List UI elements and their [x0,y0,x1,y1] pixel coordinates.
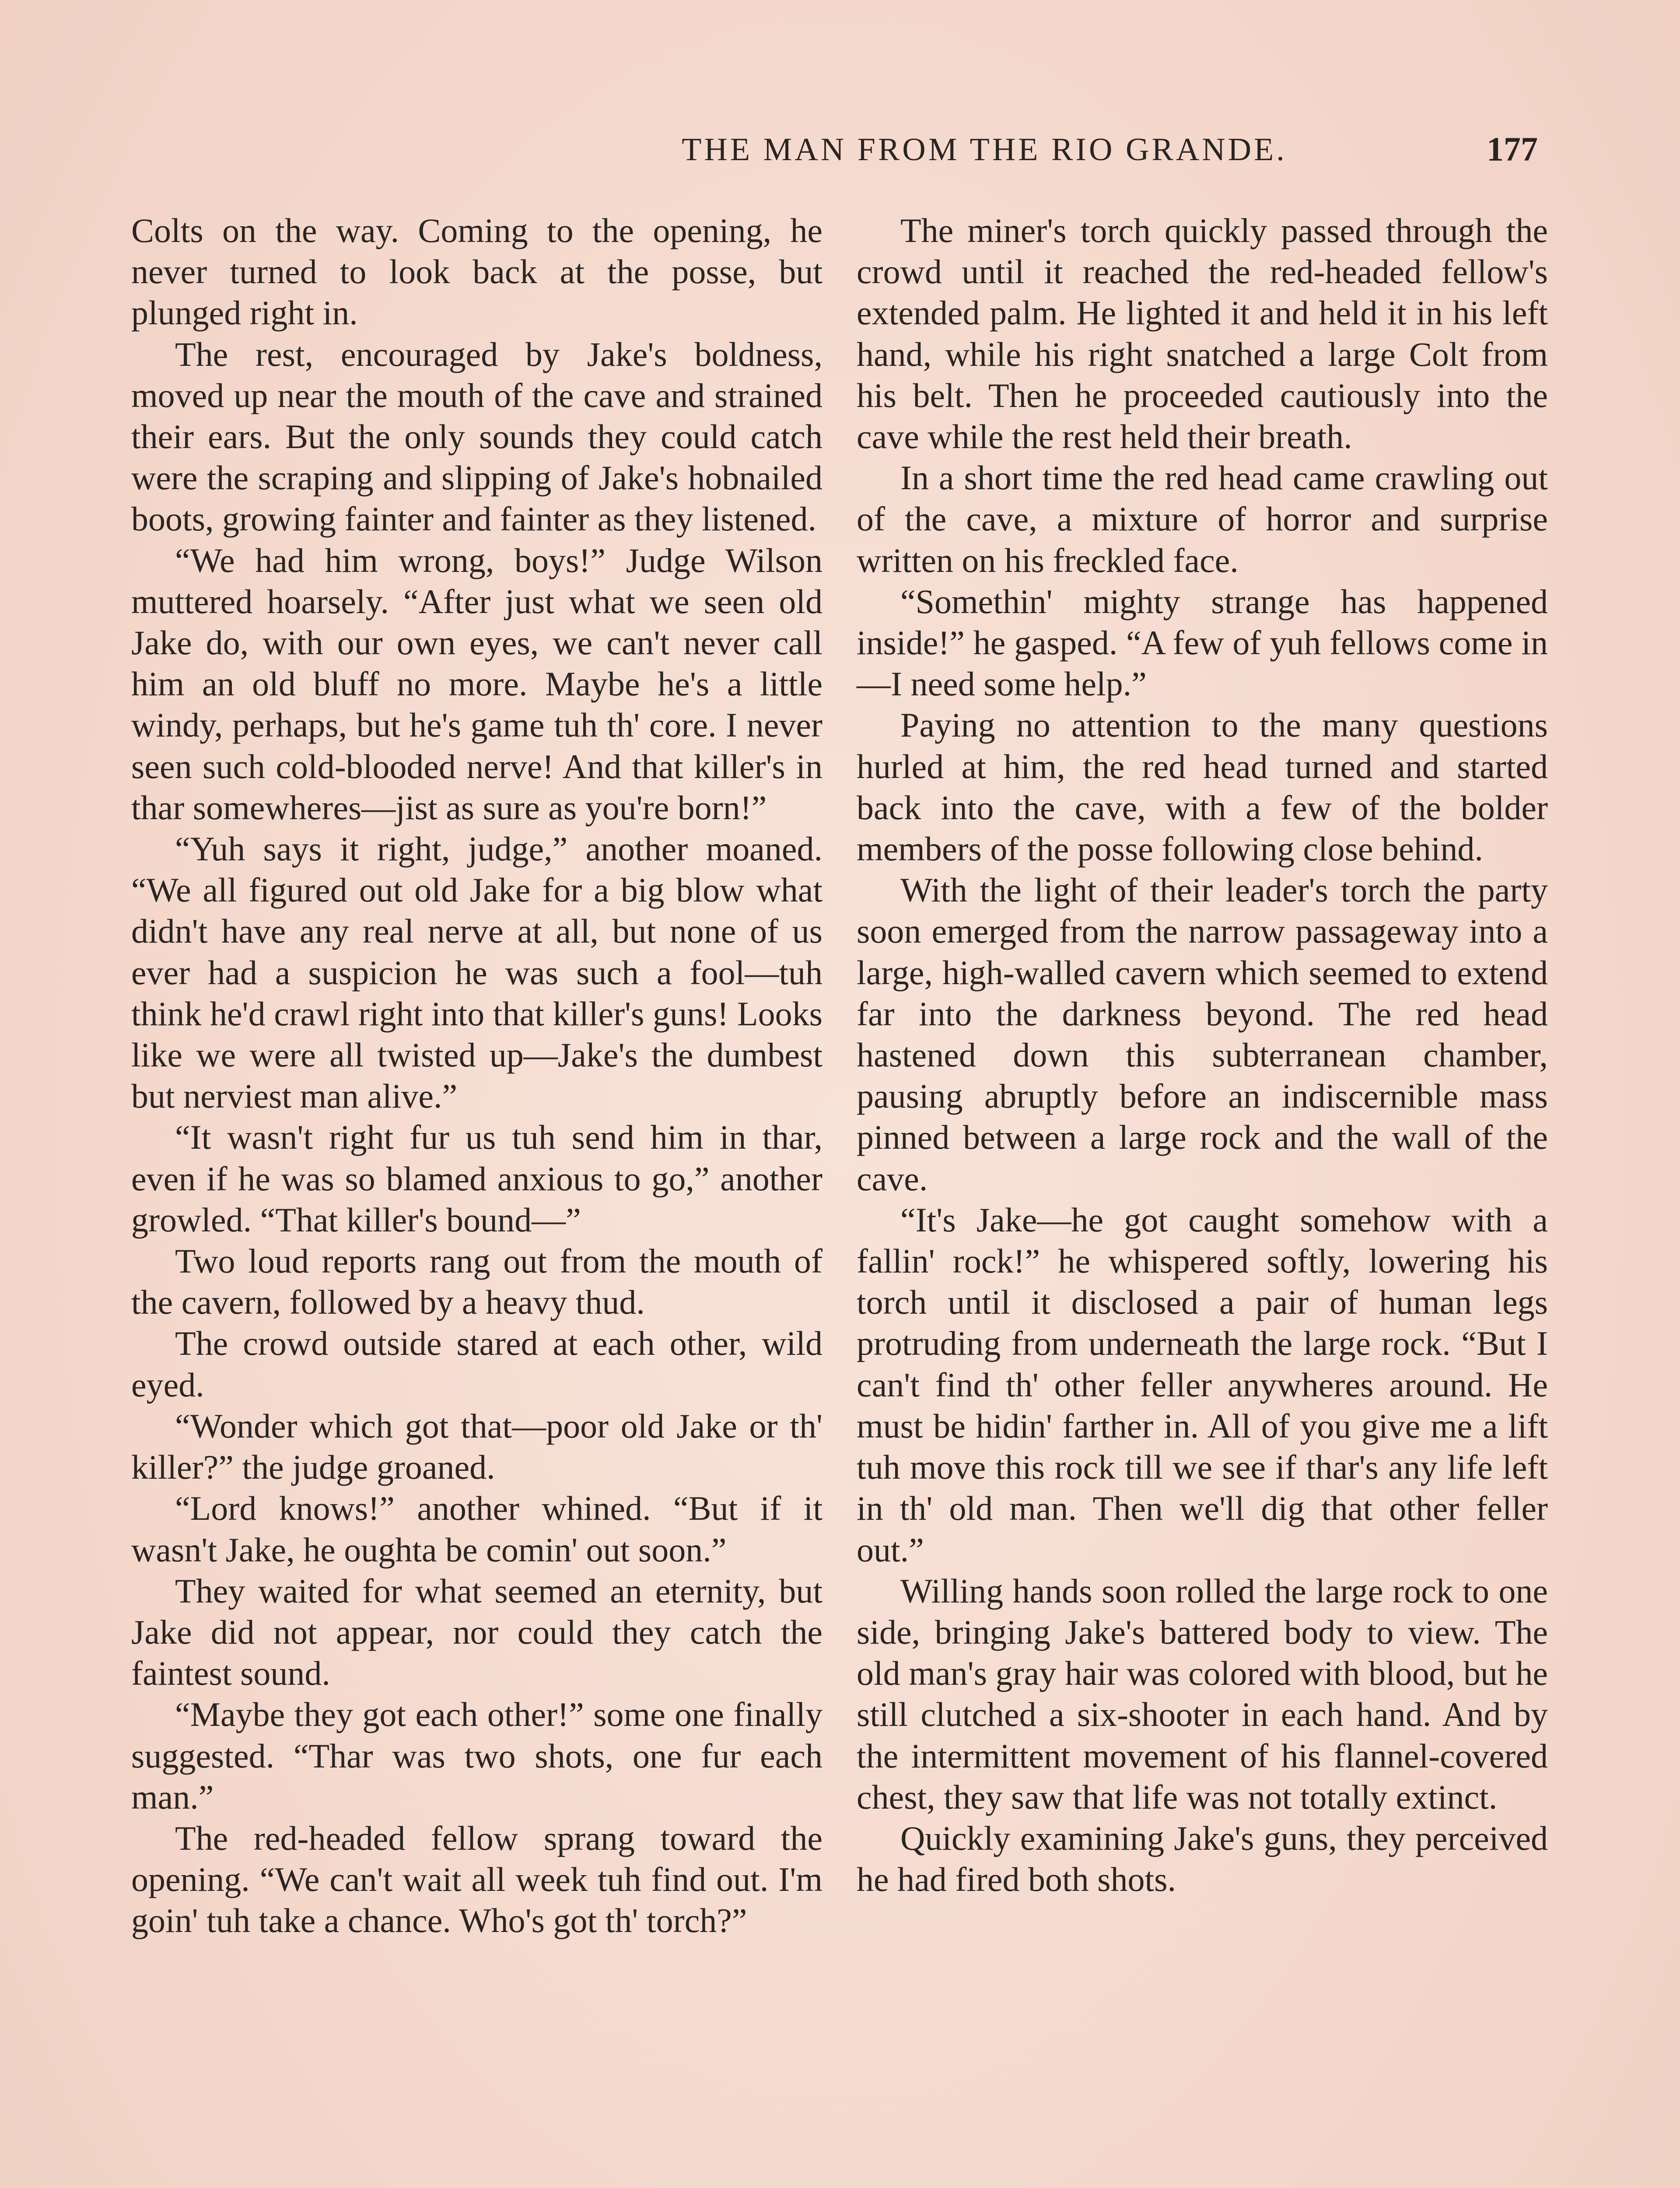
page-number: 177 [1487,130,1538,168]
paragraph: “Lord knows!” another whined. “But if it wasn't Jake, he oughta be comin' out soon.” [131,1489,822,1569]
paragraph: Paying no attention to the many questions hurled at him, the red head turned and started back into the cave, with a few of the bolder members of the posse following close behind. [857,706,1548,868]
paragraph: The red-headed fellow sprang toward the opening. “We can't wait all week tuh find out. I'm goin' tuh take a chance. Who's got th' torch?” [131,1819,822,1940]
paragraph: “Maybe they got each other!” some one finally suggested. “Thar was two shots, one fur each man.” [131,1695,822,1816]
paragraph: They waited for what seemed an eternity, but Jake did not appear, nor could they catch the faintest sound. [131,1571,822,1693]
running-head: THE MAN FROM THE RIO GRANDE. [682,132,1287,168]
right-column [857,210,1548,1900]
paragraph: The rest, encouraged by Jake's boldness, moved up near the mouth of the cave and strained their ears. But the only sounds they could catch were the scraping and slipping of Jake's hobnailed boots, growing fainter and fainter as they listened. [131,335,822,538]
left-column [131,210,822,1942]
paragraph: In a short time the red head came crawling out of the cave, a mixture of horror and surprise written on his freckled face. [857,459,1548,579]
paragraph: “We had him wrong, boys!” Judge Wilson muttered hoarsely. “After just what we seen old Jake do, with our own eyes, we can't never call him an old bluff no more. Maybe he's a little windy, perhaps, but he's game tuh th' core. I never seen such cold-blooded nerve! And that killer's in thar somewheres—jist as sure as you're born!” [131,541,822,827]
paragraph: With the light of their leader's torch the party soon emerged from the narrow passageway into a large, high-walled cavern which seemed to extend far into the darkness beyond. The red head hastened down this subterranean chamber, pausing abruptly before an indiscernible mass pinned between a large rock and the wall of the cave. [857,871,1548,1198]
paragraph: “Wonder which got that—poor old Jake or th' killer?” the judge groaned. [131,1406,822,1487]
paragraph: Two loud reports rang out from the mouth of the cavern, followed by a heavy thud. [131,1242,822,1322]
paragraph: The crowd outside stared at each other, wild eyed. [131,1324,822,1404]
paragraph: “Somethin' mighty strange has happened inside!” he gasped. “A few of yuh fellows come in—I need some help.” [857,582,1548,703]
paragraph: The miner's torch quickly passed through the crowd until it reached the red-headed fellow's extended palm. He lighted it and held it in his left hand, while his right snatched a large Colt from his belt. Then he proceeded cautiously into the cave while the rest held their breath. [857,211,1548,456]
paragraph: “It's Jake—he got caught somehow with a fallin' rock!” he whispered softly, lowering his torch until it disclosed a pair of human legs protruding from underneath the large rock. “But I can't find th' other feller anywheres around. He must be hidin' farther in. All of you give me a lift tuh move this rock till we see if thar's any life left in th' old man. Then we'll dig that other feller out.” [857,1200,1548,1569]
paragraph: Willing hands soon rolled the large rock to one side, bringing Jake's battered body to view. The old man's gray hair was colored with blood, but he still clutched a six-shooter in each hand. And by the intermittent movement of his flannel-covered chest, they saw that life was not totally extinct. [857,1571,1548,1816]
paragraph: Quickly examining Jake's guns, they perceived he had fired both shots. [857,1819,1548,1899]
paragraph: “Yuh says it right, judge,” another moaned. “We all figured out old Jake for a big blow what didn't have any real nerve at all, but none of us ever had a suspicion he was such a fool—tuh think he'd crawl right into that killer's guns! Looks like we were all twisted up—Jake's the dumbest but nerviest man alive.” [131,830,822,1115]
paragraph: Colts on the way. Coming to the opening, he never turned to look back at the posse, but plunged right in. [131,211,822,332]
paragraph: “It wasn't right fur us tuh send him in thar, even if he was so blamed anxious to go,” another growled. “That killer's bound—” [131,1118,822,1239]
